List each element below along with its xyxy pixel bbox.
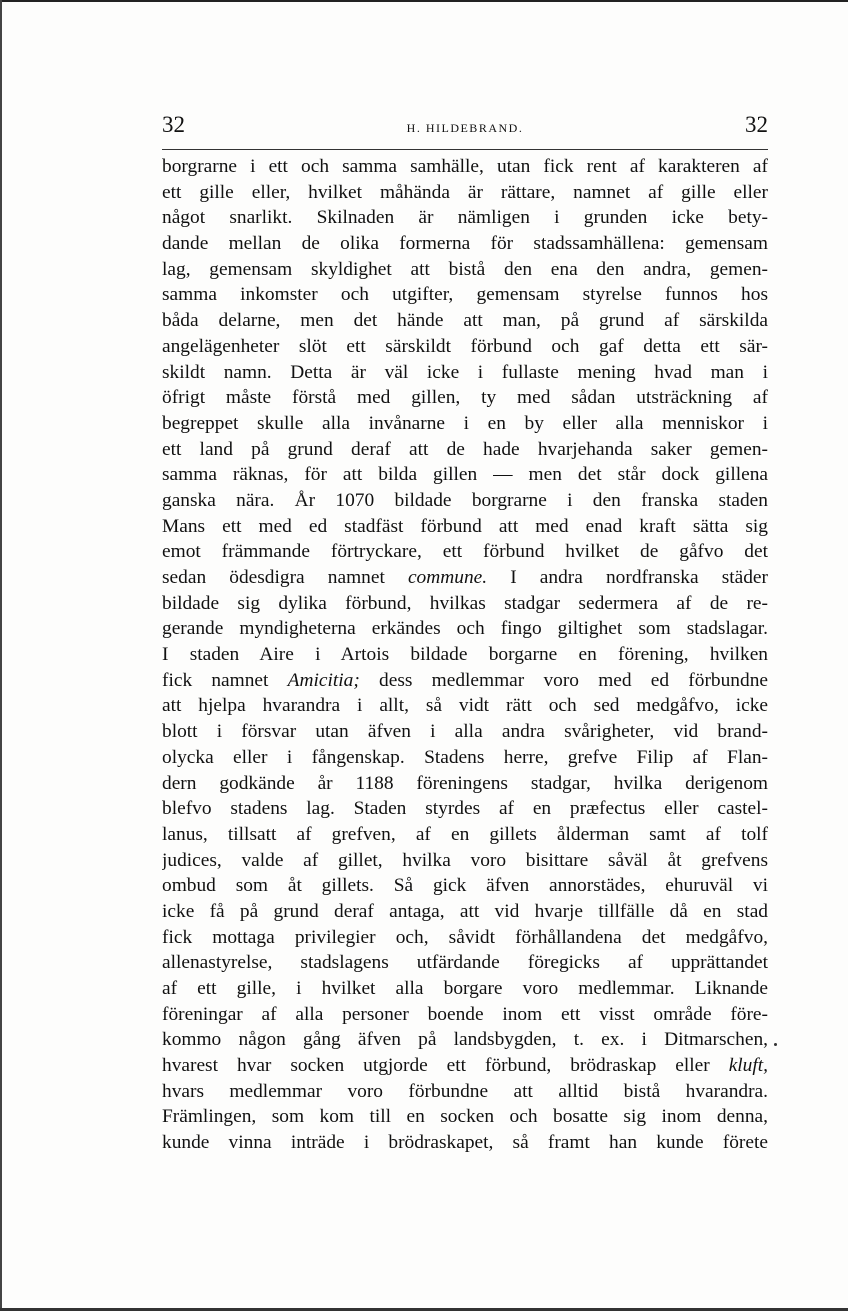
italic-term: commune. — [407, 567, 488, 588]
text-line: sedan ödesdigra namnet commune. I andra nordfranska städer — [162, 567, 768, 588]
text-line: allenastyrelse, stadslagens utfärdande föregicks af upprättandet — [162, 952, 768, 974]
text-line: blott i försvar utan äfven i alla andra svårigheter, vid brand- — [162, 721, 768, 743]
text-line: icke få på grund deraf antaga, att vid hvarje tillfälle då en stad — [162, 900, 768, 922]
text-line: af ett gille, i hvilket alla borgare voro medlemmar. Liknande — [162, 978, 768, 999]
text-line: kommo någon gång äfven på landsbygden, t. ex. i Ditmarschen, — [162, 1029, 768, 1051]
text-line: ett gille eller, hvilket måhända är rättare, namnet af gille eller — [162, 181, 768, 203]
text-line: blefvo stadens lag. Staden styrdes af en præfectus eller castel- — [162, 798, 768, 820]
text-line: emot främmande förtryckare, ett förbund hvilket de gåfvo det — [162, 541, 768, 563]
text-line: något snarlikt. Skilnaden är nämligen i grunden icke bety- — [162, 207, 768, 229]
italic-term: Amicitia; — [287, 669, 360, 691]
text-line: att hjelpa hvarandra i allt, så vidt rätt och sed medgåfvo, icke — [162, 695, 768, 717]
text-line: Främlingen, som kom till en socken och bosatte sig inom denna, — [162, 1106, 768, 1128]
page-number-left: 32 — [162, 112, 185, 137]
text-line: lag, gemensam skyldighet att bistå den ena den andra, gemen- — [162, 258, 768, 280]
text-line: föreningar af alla personer boende inom ett visst område före- — [162, 1003, 768, 1025]
text-line: bildade sig dylika förbund, hvilkas stadgar sedermera af de re- — [162, 592, 768, 614]
text-line: judices, valde af gillet, hvilka voro bisittare såväl åt grefvens — [162, 849, 768, 871]
text-line: hvars medlemmar voro förbundne att alltid bistå hvarandra. — [162, 1080, 768, 1102]
text-line: Mans ett med ed stadfäst förbund att med enad kraft sätta sig — [162, 515, 768, 537]
text-line: ganska nära. År 1070 bildade borgrarne i den franska staden — [162, 489, 768, 511]
text-line: borgrarne i ett och samma samhälle, utan fick rent af karakteren af — [162, 156, 768, 177]
text-line: olycka eller i fångenskap. Stadens herre, grefve Filip af Flan- — [162, 746, 768, 768]
running-head: H. HILDEBRAND. — [406, 121, 524, 135]
text-line: I staden Aire i Artois bildade borgarne en förening, hvilken — [162, 644, 768, 666]
text-line: fick mottaga privilegier och, såvidt förhållandena det medgåfvo, — [162, 926, 768, 948]
stray-ink-mark — [774, 1043, 777, 1046]
text-line: kunde vinna inträde i brödraskapet, så framt han kunde förete — [162, 1132, 768, 1154]
text-line: samma räknas, för att bilda gillen — men det står dock gillena — [162, 464, 768, 486]
text-line: skildt namn. Detta är väl icke i fullaste mening hvad man i — [162, 361, 768, 383]
text-line: öfrigt måste förstå med gillen, ty med sådan utsträckning af — [162, 387, 768, 409]
text-line: fick namnet Amicitia; dess medlemmar voro med ed förbundne — [162, 669, 768, 691]
text-line: båda delarne, men det hände att man, på grund af särskilda — [162, 310, 768, 332]
text-line: ombud som åt gillets. Så gick äfven annorstädes, ehuruväl vi — [162, 875, 768, 897]
text-line: dande mellan de olika formerna för stadssamhällena: gemensam — [162, 233, 768, 255]
scan-edge-left — [0, 0, 2, 1311]
body-text — [162, 154, 768, 1156]
page-number-right: 32 — [745, 112, 768, 137]
page-header — [162, 112, 768, 144]
text-line: dern godkände år 1188 föreningens stadgar, hvilka derigenom — [162, 772, 768, 794]
text-line: angelägenheter slöt ett särskildt förbund och gaf detta ett sär- — [162, 335, 768, 357]
scan-edge-top — [0, 0, 848, 2]
header-rule — [162, 149, 768, 150]
text-line: begreppet skulle alla invånarne i en by eller alla menniskor i — [162, 412, 768, 434]
text-line: gerande myndigheterna erkändes och fingo giltighet som stadslagar. — [162, 618, 768, 640]
text-line: lanus, tillsatt af grefven, af en gillets ålderman samt af tolf — [162, 823, 768, 845]
italic-term: kluft, — [728, 1055, 768, 1077]
text-line: ett land på grund deraf att de hade hvarjehanda saker gemen- — [162, 438, 768, 460]
text-line: hvarest hvar socken utgjorde ett förbund, brödraskap eller kluft, — [162, 1055, 768, 1077]
text-line: samma inkomster och utgifter, gemensam styrelse funnos hos — [162, 284, 768, 306]
